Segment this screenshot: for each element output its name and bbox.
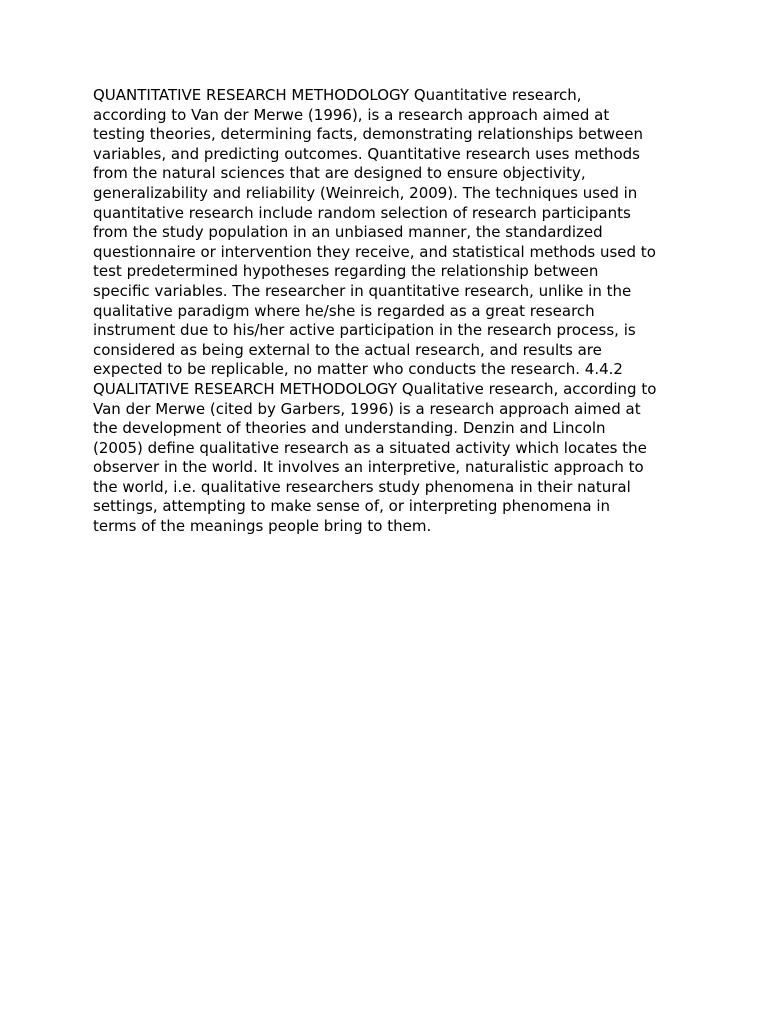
text-line: testing theories, determining facts, demonstrating relationships between [93,125,644,144]
text-line: instrument due to his/her active participation in the research process, is [93,321,636,340]
text-line: Van der Merwe (cited by Garbers, 1996) is a research approach aimed at [93,399,641,418]
text-line: settings, attempting to make sense of, or interpreting phenomena in [93,497,611,516]
text-line: from the natural sciences that are designed to ensure objectivity, [93,164,586,183]
text-line: qualitative paradigm where he/she is regarded as a great research [93,301,595,320]
text-line: (2005) define qualitative research as a situated activity which locates the [93,438,647,457]
text-line: considered as being external to the actual research, and results are [93,340,602,359]
text-line: QUALITATIVE RESEARCH METHODOLOGY Qualitative research, according to [93,379,657,398]
text-line: terms of the meanings people bring to them. [93,517,432,536]
text-line: expected to be replicable, no matter who conducts the research. 4.4.2 [93,360,623,379]
text-line: the world, i.e. qualitative researchers study phenomena in their natural [93,477,631,496]
text-line: variables, and predicting outcomes. Quantitative research uses methods [93,144,640,163]
text-line: quantitative research include random selection of research participants [93,203,631,222]
text-line: from the study population in an unbiased manner, the standardized [93,223,603,242]
text-line: according to Van der Merwe (1996), is a research approach aimed at [93,105,610,124]
text-line: QUANTITATIVE RESEARCH METHODOLOGY Quantitative research, [93,86,582,104]
text-line: observer in the world. It involves an interpretive, naturalistic approach to [93,458,644,477]
body-text [93,86,683,537]
text-line: generalizability and reliability (Weinreich, 2009). The techniques used in [93,183,638,202]
text-line: questionnaire or intervention they receive, and statistical methods used to [93,242,656,261]
text-line: specific variables. The researcher in quantitative research, unlike in the [93,281,632,300]
text-line: test predetermined hypotheses regarding the relationship between [93,262,599,281]
text-line: the development of theories and understanding. Denzin and Lincoln [93,419,606,438]
